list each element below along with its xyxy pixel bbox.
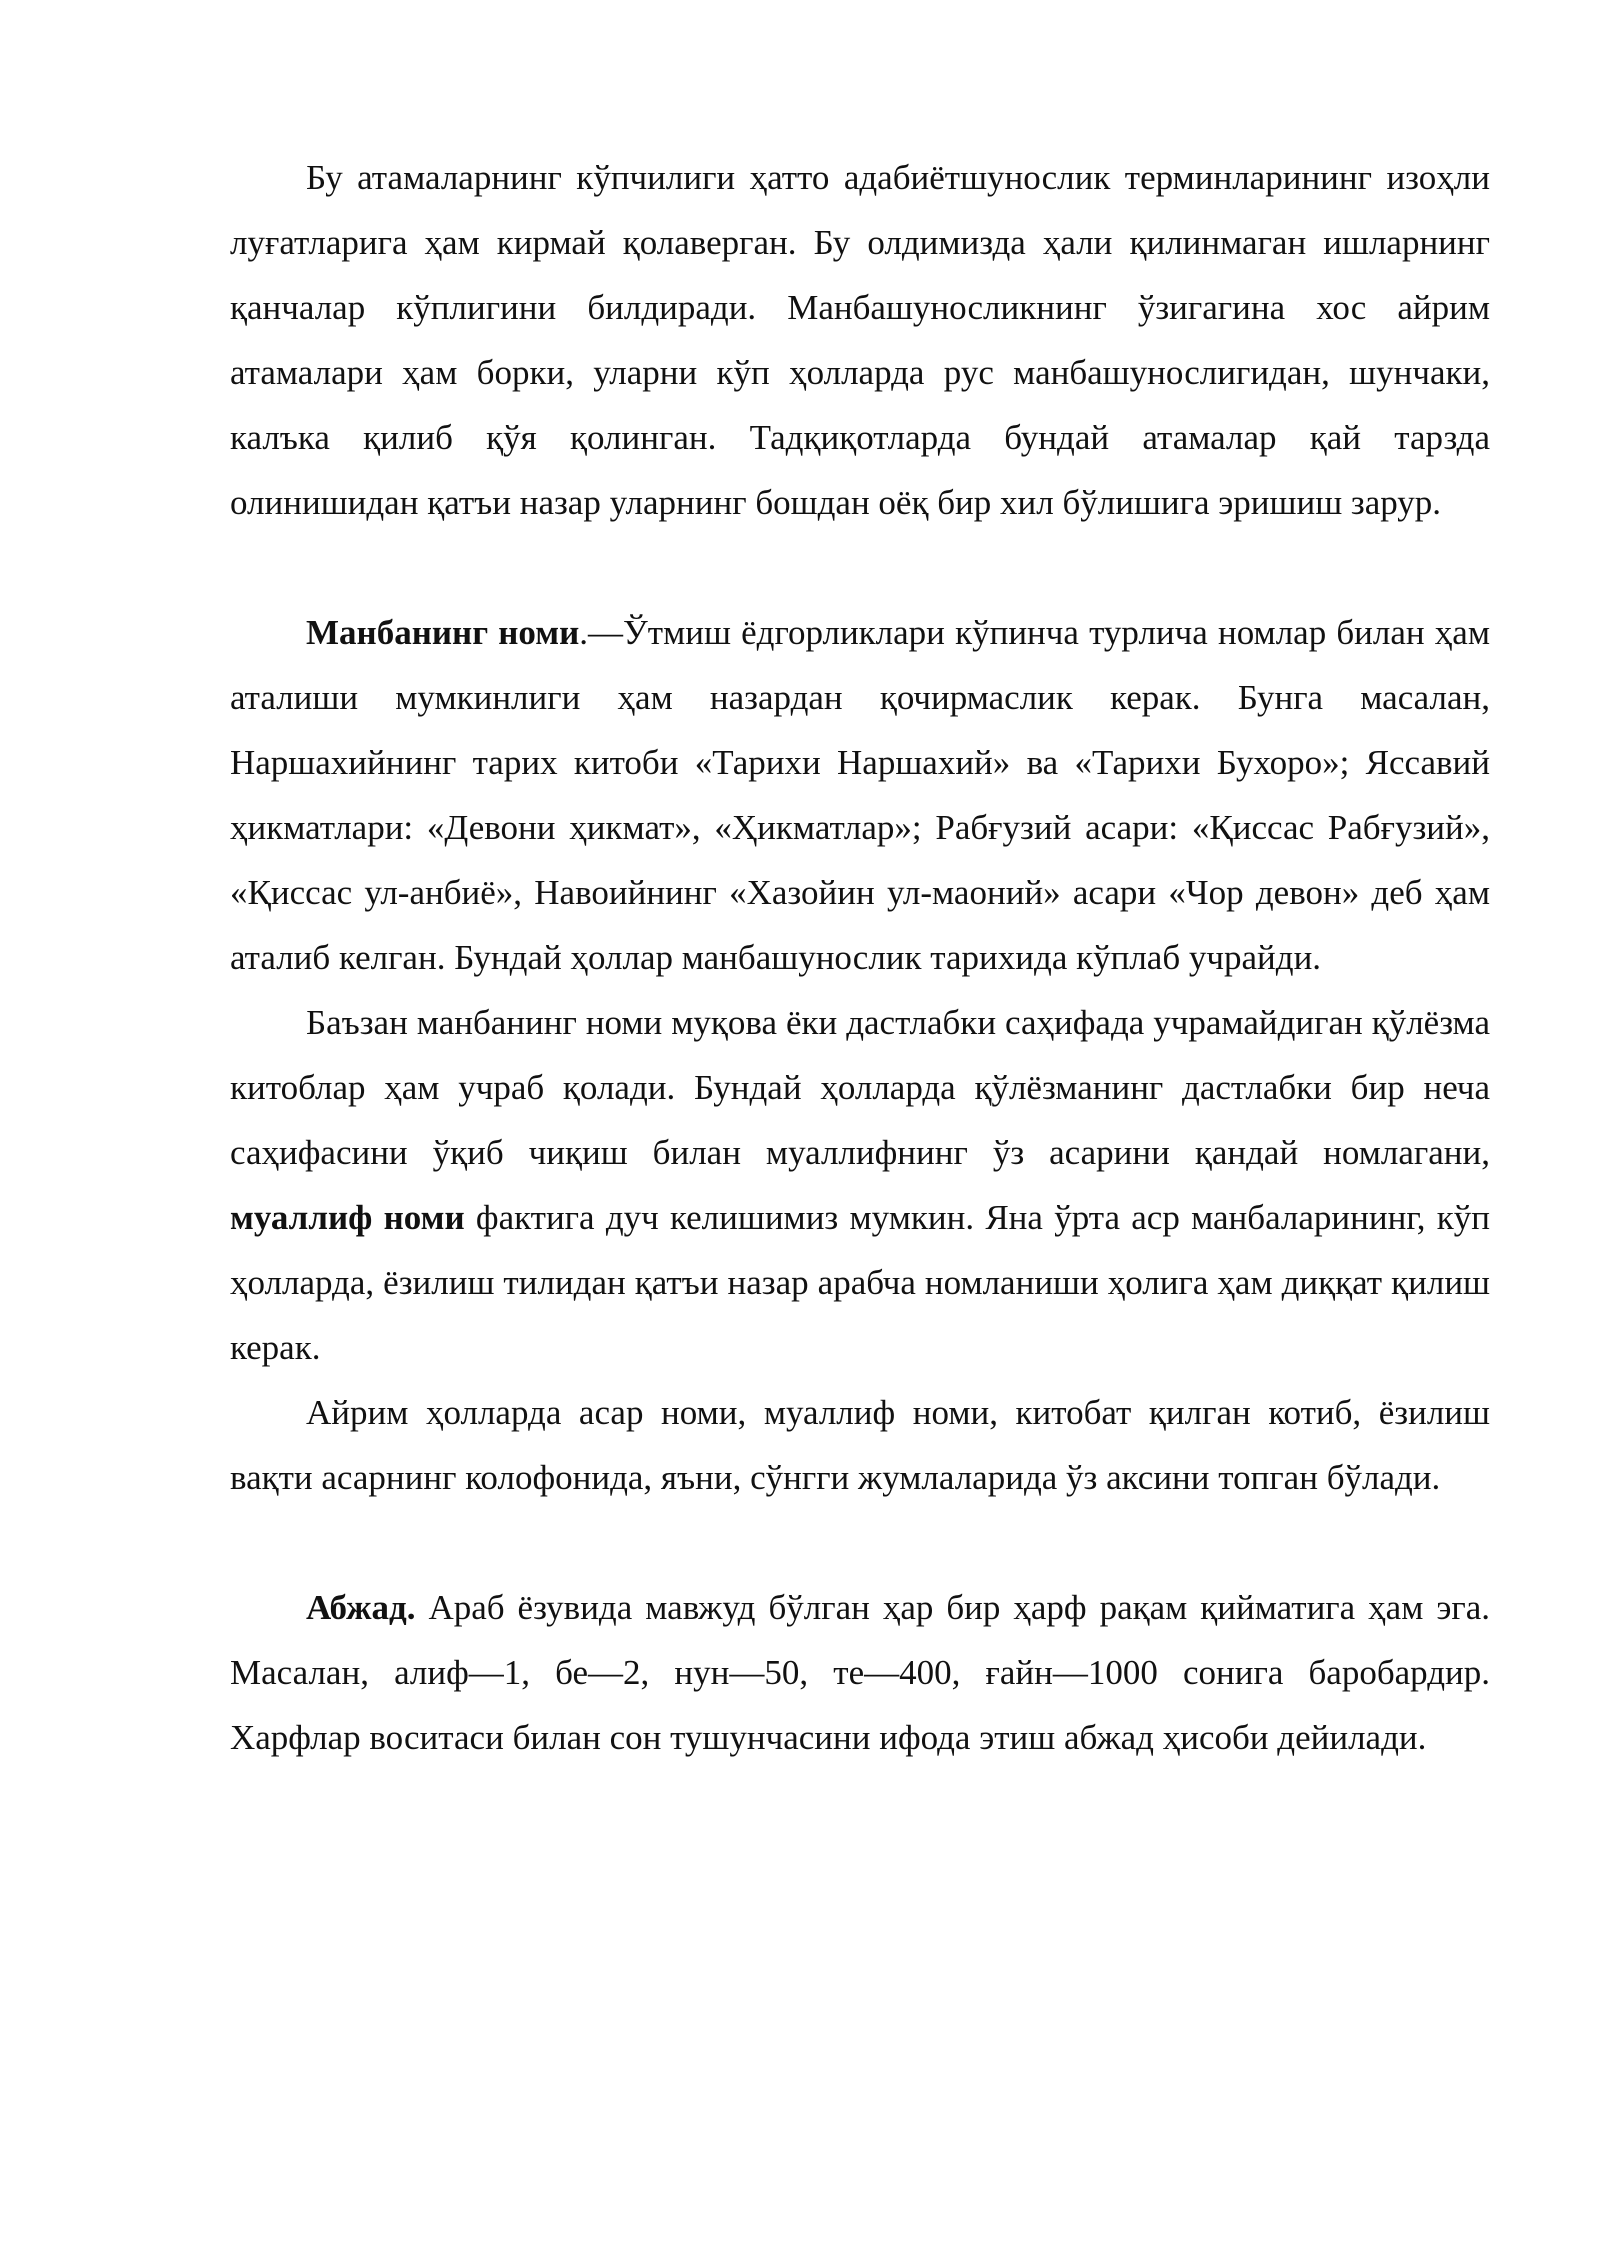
paragraph-abjad: [230, 1575, 1490, 1770]
term-author-name: муаллиф номи: [230, 1198, 465, 1237]
paragraph-text-before: Баъзан манбанинг номи муқова ёки дастлабки саҳифада учрамайдиган қўлёзма китоблар ҳам учраб қолади. Бундай ҳолларда қўлёзманинг дастлабки бир неча саҳифасини ўқиб чиқиш билан муаллифнинг ўз асарини қандай номлагани,: [230, 1003, 1490, 1172]
paragraph-text-after: фактига дуч келишимиз мумкин. Яна ўрта аср манбаларининг, кўп ҳолларда, ёзилиш тилидан қатъи назар арабча номланиши ҳолига ҳам диққат қилиш керак.: [230, 1198, 1490, 1367]
document-page: [230, 145, 1490, 1770]
paragraph-colophon: [230, 1380, 1490, 1510]
term-source-name: Манбанинг номи: [306, 613, 580, 652]
paragraph-author-name: [230, 990, 1490, 1380]
section-gap: [230, 535, 1490, 600]
section-gap: [230, 1510, 1490, 1575]
paragraph-text: Айрим ҳолларда асар номи, муаллиф номи, китобат қилган котиб, ёзилиш вақти асарнинг колофонида, яъни, сўнгги жумлаларида ўз аксини топган бўлади.: [230, 1393, 1490, 1497]
paragraph-text: Бу атамаларнинг кўпчилиги ҳатто адабиётшунослик терминларининг изоҳли луғатларига ҳам кирмай қолаверган. Бу олдимизда ҳали қилинмаган ишларнинг қанчалар кўплигини билдиради. Манбашуносликнинг ўзигагина хос айрим атамалари ҳам борки, уларни кўп ҳолларда рус манбашунослигидан, шунчаки, калъка қилиб қўя қолинган. Тадқиқотларда бундай атамалар қай тарзда олинишидан қатъи назар уларнинг бошдан оёқ бир хил бўлишига эришиш зарур.: [230, 158, 1490, 522]
paragraph-text: .—Ўтмиш ёдгорликлари кўпинча турлича номлар билан ҳам аталиши мумкинлиги ҳам назардан қочирмаслик керак. Бунга масалан, Наршахийнинг тарих китоби «Тарихи Наршахий» ва «Тарихи Бухоро»; Яссавий ҳикматлари: «Девони ҳикмат», «Ҳикматлар»; Рабғузий асари: «Қиссас Рабғузий», «Қиссас ул-анбиё», Навоийнинг «Хазойин ул-маоний» асари «Чор девон» деб ҳам аталиб келган. Бундай ҳоллар манбашунослик тарихида кўплаб учрайди.: [230, 613, 1490, 977]
term-abjad: Абжад.: [306, 1588, 416, 1627]
paragraph-terminology: [230, 145, 1490, 535]
paragraph-source-name: [230, 600, 1490, 990]
paragraph-text: Араб ёзувида мавжуд бўлган ҳар бир ҳарф рақам қийматига ҳам эга. Масалан, алиф—1, бе—2, нун—50, те—400, ғайн—1000 сонига баробардир. Харфлар воситаси билан сон тушунчасини ифода этиш абжад ҳисоби дейилади.: [230, 1588, 1490, 1757]
